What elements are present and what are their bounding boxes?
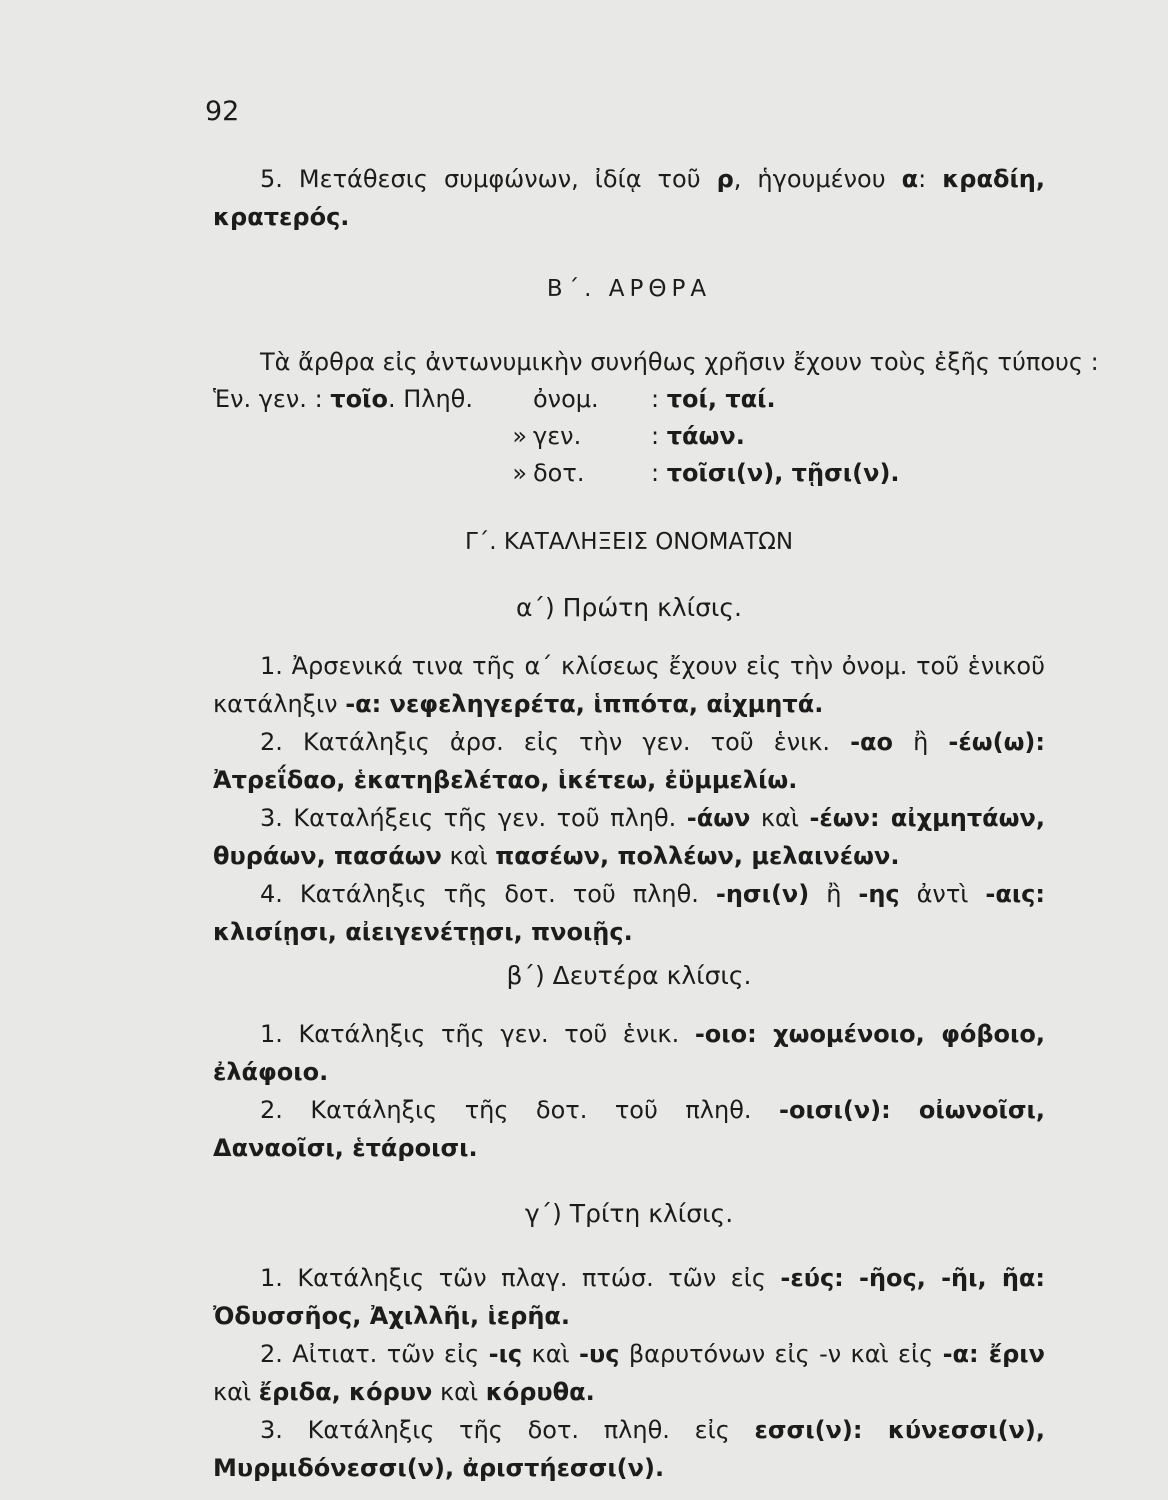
- row2-forms-text: τάων: [666, 422, 736, 450]
- item-text: Κατάληξις ἀρσ. εἰς τὴν γεν. τοῦ ἑνικ.: [303, 728, 851, 756]
- row3-end: .: [890, 459, 900, 487]
- item-text: καὶ: [750, 804, 810, 832]
- item-text: Κατάληξις τῆς δοτ. τοῦ πληθ.: [299, 880, 716, 908]
- item-end: .: [585, 1378, 595, 1406]
- intro-colon: :: [918, 165, 943, 193]
- third-item-1: [213, 1259, 1045, 1335]
- row1-forms: [651, 381, 776, 418]
- item-bold: -υς: [579, 1340, 620, 1368]
- articles-row-3: [213, 455, 1045, 492]
- item-text: Αἰτιατ. τῶν εἰς: [292, 1340, 489, 1368]
- item-bold: -έω(ω): Ἀτρεΐδαο, ἑκατηβελέταο, ἱκέτεω, ἐϋμμελίω: [213, 728, 1045, 794]
- item-num: 1.: [260, 1020, 283, 1048]
- intro-paragraph: [213, 160, 1045, 236]
- item-num: 2.: [260, 1096, 283, 1124]
- intro-text-a: Μετάθεσις συμφώνων, ἰδίᾳ τοῦ: [298, 165, 717, 193]
- first-item-1: [213, 647, 1045, 723]
- intro-examples: κραδίη, κρατερός: [213, 165, 1046, 231]
- row1-lead-text: Ἑν. γεν. :: [213, 385, 331, 413]
- item-text: Κατάληξις τῆς γεν. τοῦ ἑνικ.: [298, 1020, 695, 1048]
- first-item-4: [213, 875, 1045, 951]
- item-text: Κατάληξις τῆς δοτ. τοῦ πληθ.: [310, 1096, 779, 1124]
- first-item-2: [213, 723, 1045, 799]
- item-text: ἢ: [893, 728, 949, 756]
- articles-row-1: [213, 381, 1045, 418]
- intro-text-b: , ἡγουμένου: [733, 165, 902, 193]
- item-bold: -ησι(ν): [715, 880, 810, 908]
- item-num: 4.: [260, 880, 283, 908]
- item-text: Κατάληξις τῆς δοτ. πληθ. εἰς: [307, 1416, 755, 1444]
- item-num: 2.: [260, 728, 283, 756]
- item-text: Καταλήξεις τῆς γεν. τοῦ πληθ.: [293, 804, 687, 832]
- second-item-1: [213, 1015, 1045, 1091]
- intro-alpha: α: [901, 165, 919, 193]
- row1-lead-form: τοῖο: [330, 385, 388, 413]
- row1-case: ὀνομ.: [533, 385, 599, 413]
- item-end: .: [468, 1134, 478, 1162]
- item-bold: -α: ἔριν: [942, 1340, 1045, 1368]
- item-text: βαρυτόνων εἰς -ν καὶ εἰς: [619, 1340, 943, 1368]
- row3-forms: [651, 455, 900, 492]
- item-end: .: [890, 842, 900, 870]
- item-text: Κατάληξις τῶν πλαγ. πτώσ. τῶν εἰς: [297, 1264, 781, 1292]
- second-item-2: [213, 1091, 1045, 1167]
- row1-end: .: [766, 385, 776, 413]
- first-item-3: [213, 799, 1045, 875]
- row3-marker: »: [512, 459, 527, 487]
- intro-rho: ρ: [716, 165, 734, 193]
- row2-case: γεν.: [533, 422, 582, 450]
- row1-lead: [213, 381, 473, 418]
- item-text: καὶ: [441, 842, 496, 870]
- item-bold: -αο: [850, 728, 894, 756]
- item-bold: -αις: κλισίῃσι, αἰειγενέτῃσι, πνοιῇς: [213, 880, 1045, 946]
- item-bold: -οισι(ν): οἰωνοῖσι, Δαναοῖσι, ἑτάροισι: [213, 1096, 1045, 1162]
- heading-arthra: Β΄. ΑΡΘΡΑ: [546, 276, 712, 302]
- page-text: [213, 160, 1099, 1487]
- item-bold: -ης: [858, 880, 900, 908]
- item-num: 1.: [260, 1264, 283, 1292]
- item-text: ἢ: [809, 880, 859, 908]
- third-declension-title: γ΄) Τρίτη κλίσις.: [524, 1199, 734, 1228]
- row1-lead-end: . Πληθ.: [387, 385, 473, 413]
- item-bold: -ις: [488, 1340, 523, 1368]
- articles-row-2: [213, 418, 1045, 455]
- row2-end: .: [735, 422, 745, 450]
- intro-num: 5.: [260, 165, 283, 193]
- row2-marker: »: [512, 422, 527, 450]
- item-text: ἀντὶ: [899, 880, 986, 908]
- item-bold: -οιο: χωομένοιο, φόβοιο, ἐλάφοιο: [213, 1020, 1045, 1086]
- heading-kataleksis: Γ΄. ΚΑΤΑΛΗΞΕΙΣ ΟΝΟΜΑΤΩΝ: [464, 529, 794, 555]
- item-bold: πασέων, πολλέων, μελαινέων: [495, 842, 891, 870]
- item-text: Ἀρσενικά τινα τῆς α΄ κλίσεως ἔχουν εἰς τὴν ὀνομ. τοῦ ἑνικοῦ κατάληξιν: [213, 652, 1046, 718]
- row2-forms: [651, 418, 745, 455]
- item-bold: ἔριδα, κόρυν: [258, 1378, 433, 1406]
- articles-block: [213, 344, 1099, 492]
- item-text: καὶ: [213, 1378, 259, 1406]
- third-item-3: [213, 1411, 1045, 1487]
- item-end: .: [560, 1302, 571, 1330]
- item-bold: -εύς: -ῆος, -ῆι, ῆα: Ὀδυσσῆος, Ἀχιλλῆι, ἱερῆα: [213, 1264, 1045, 1330]
- intro-end: .: [340, 203, 350, 231]
- page-number: 92: [205, 96, 240, 127]
- item-text: καὶ: [522, 1340, 580, 1368]
- item-text: καὶ: [432, 1378, 486, 1406]
- item-bold: εσσι(ν): κύνεσσι(ν), Μυρμιδόνεσσι(ν), ἀριστήεσσι(ν): [213, 1416, 1045, 1482]
- row3-forms-text: τοῖσι(ν), τῇσι(ν): [666, 459, 891, 487]
- item-bold: -έων: αἰχμητάων, θυράων, πασάων: [213, 804, 1045, 870]
- articles-intro: Τὰ ἄρθρα εἰς ἀντωνυμικὴν συνήθως χρῆσιν ἔχουν τοὺς ἑξῆς τύπους :: [260, 348, 1099, 376]
- third-item-2: [213, 1335, 1045, 1411]
- item-end: .: [788, 766, 798, 794]
- item-end: .: [623, 918, 633, 946]
- item-num: 3.: [260, 1416, 283, 1444]
- item-num: 2.: [260, 1340, 283, 1368]
- row3-colon: :: [651, 459, 667, 487]
- item-end: .: [654, 1454, 665, 1482]
- row2-colon: :: [651, 422, 667, 450]
- item-num: 3.: [260, 804, 283, 832]
- item-bold: -α: νεφεληγερέτα, ἱππότα, αἰχμητά: [345, 690, 815, 718]
- first-declension-title: α΄) Πρώτη κλίσις.: [515, 593, 743, 622]
- item-bold: κόρυθα: [485, 1378, 586, 1406]
- item-num: 1.: [260, 652, 283, 680]
- item-end: .: [319, 1058, 329, 1086]
- row1-colon: :: [651, 385, 667, 413]
- item-end: .: [814, 690, 824, 718]
- item-bold: -άων: [686, 804, 751, 832]
- row1-forms-text: τοί, ταί: [666, 385, 767, 413]
- second-declension-title: β΄) Δευτέρα κλίσις.: [506, 961, 752, 990]
- row3-case: δοτ.: [533, 459, 585, 487]
